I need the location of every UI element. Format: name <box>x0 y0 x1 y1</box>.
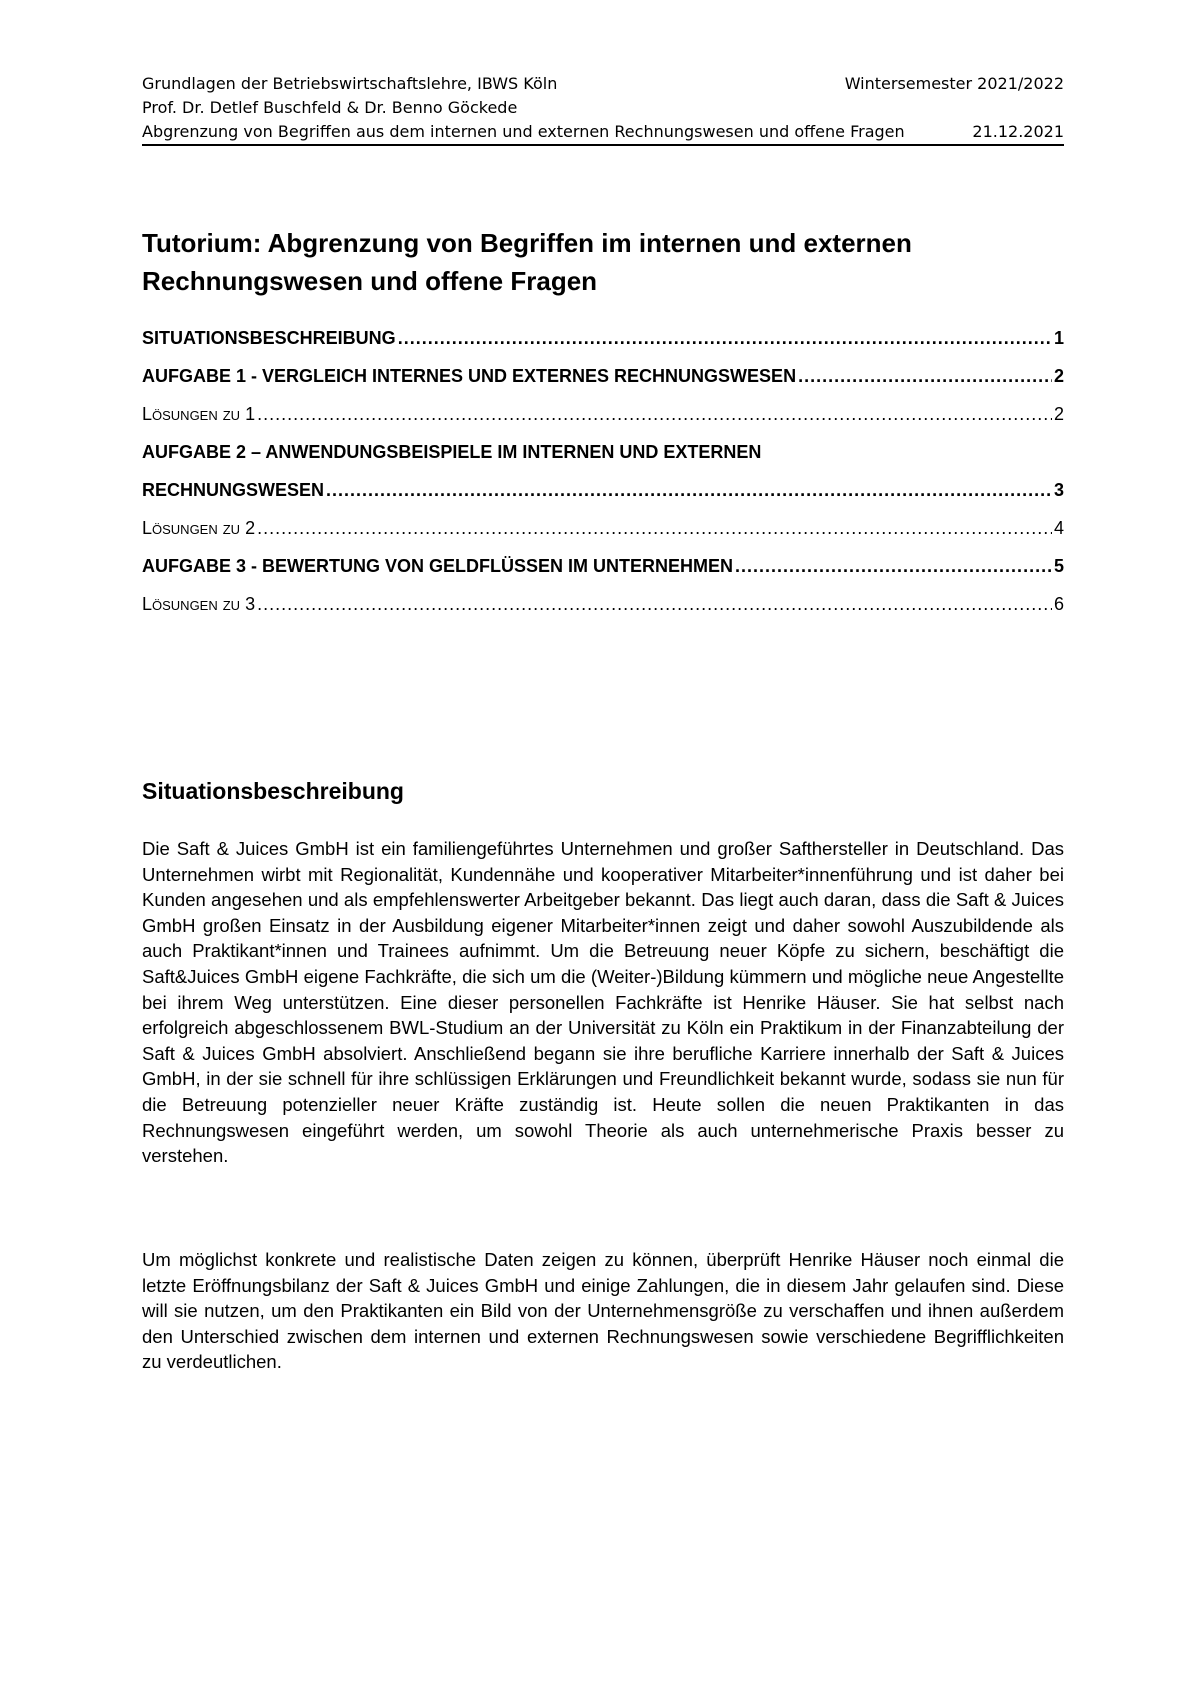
toc-entry-aufgabe-1[interactable] <box>142 366 1064 404</box>
section-heading: Situationsbeschreibung <box>142 778 404 804</box>
body-paragraph: Um möglichst konkrete und realistische Daten zeigen zu können, überprüft Henrike Häuser noch einmal die letzte Eröffnungsbilanz der Saft & Juices GmbH und einige Zahlungen, die in diesem Jahr gelaufen sind. Diese will sie nutzen, um den Praktikanten ein Bild von der Unternehmensgröße zu verschaffen und ihnen außerdem den Unterschied zwischen dem internen und externen Rechnungswesen sowie verschiedene Begrifflichkeiten zu verdeutlichen. <box>142 1249 1064 1373</box>
toc-entry-label: Lösungen zu 3 <box>142 594 256 614</box>
toc-page-number: 5 <box>1053 556 1064 576</box>
toc-dot-leader <box>257 594 1052 615</box>
toc-entry-label: AUFGABE 3 - BEWERTUNG VON GELDFLÜSSEN IM UNTERNEHMEN <box>142 556 734 576</box>
toc-page-number: 4 <box>1053 518 1064 538</box>
document-subject: Abgrenzung von Begriffen aus dem internen und externen Rechnungswesen und offene Fragen <box>142 122 905 141</box>
toc-entry-label: SITUATIONSBESCHREIBUNG <box>142 328 396 348</box>
toc-entry-label: Lösungen zu 1 <box>142 404 256 424</box>
toc-entry-aufgabe-2[interactable] <box>142 480 1064 518</box>
document-title <box>142 224 1064 300</box>
toc-entry-aufgabe-2-line-1[interactable] <box>142 442 1064 480</box>
toc-page-number: 2 <box>1053 366 1064 386</box>
toc-dot-leader <box>257 518 1052 539</box>
table-of-contents <box>142 328 1064 632</box>
toc-dot-leader <box>798 366 1052 387</box>
course-name: Grundlagen der Betriebswirtschaftslehre, IBWS Köln <box>142 74 558 93</box>
title-line-1: Tutorium: Abgrenzung von Begriffen im internen und externen <box>142 228 912 258</box>
toc-dot-leader <box>735 556 1052 577</box>
toc-page-number: 3 <box>1053 480 1064 500</box>
header-row-1 <box>142 72 1064 96</box>
toc-dot-leader <box>398 328 1052 349</box>
toc-entry-loesungen-3[interactable] <box>142 594 1064 632</box>
toc-entry-situationsbeschreibung[interactable] <box>142 328 1064 366</box>
toc-dot-leader <box>257 404 1052 425</box>
semester-label: Wintersemester 2021/2022 <box>844 74 1064 93</box>
toc-page-number: 1 <box>1053 328 1064 348</box>
header-row-2 <box>142 96 1064 120</box>
toc-entry-label: AUFGABE 1 - VERGLEICH INTERNES UND EXTERNES RECHNUNGSWESEN <box>142 366 797 386</box>
toc-page-number: 6 <box>1053 594 1064 614</box>
toc-entry-label: RECHNUNGSWESEN <box>142 480 325 500</box>
toc-entry-loesungen-2[interactable] <box>142 518 1064 556</box>
toc-page-number: 2 <box>1053 404 1064 424</box>
toc-dot-leader <box>326 480 1052 501</box>
toc-entry-label: AUFGABE 2 – ANWENDUNGSBEISPIELE IM INTERNEN UND EXTERNEN <box>142 442 762 462</box>
header-divider <box>142 144 1064 146</box>
page-header <box>142 72 1064 144</box>
title-line-2: Rechnungswesen und offene Fragen <box>142 266 598 296</box>
toc-entry-aufgabe-3[interactable] <box>142 556 1064 594</box>
toc-entry-loesungen-1[interactable] <box>142 404 1064 442</box>
header-row-3 <box>142 120 1064 144</box>
body-paragraph: Die Saft & Juices GmbH ist ein familiengeführtes Unternehmen und großer Safthersteller in Deutschland. Das Unternehmen wirbt mit Regionalität, Kundennähe und kooperativer Mitarbeiter*innenführung und ist daher bei Kunden angesehen und als empfehlenswerter Arbeitgeber bekannt. Das liegt auch daran, dass die Saft & Juices GmbH großen Einsatz in der Ausbildung eigener Mitarbeiter*innen zeigt und daher sowohl Auszubildende als auch Praktikant*innen und Trainees aufnimmt. Um die Betreuung neuer Köpfe zu sichern, beschäftigt die Saft&Juices GmbH eigene Fachkräfte, die sich um die (Weiter-)Bildung kümmern und mögliche neue Angestellte bei ihrem Weg unterstützen. Eine dieser personellen Fachkräfte ist Henrike Häuser. Sie hat selbst nach erfolgreich abgeschlossenem BWL-Studium an der Universität zu Köln ein Praktikum in der Finanzabteilung der Saft & Juices GmbH absolviert. Anschließend begann sie ihre berufliche Karriere innerhalb der Saft & Juices GmbH, in der sie schnell für ihre schlüssigen Erklärungen und Freundlichkeit bekannt wurde, sodass sie nun für die Betreuung potenzieller neuer Kräfte zuständig ist. Heute sollen die neuen Praktikanten in das Rechnungswesen eingeführt werden, um sowohl Theorie als auch unternehmerische Praxis besser zu verstehen. <box>142 838 1064 1167</box>
document-date: 21.12.2021 <box>972 122 1064 141</box>
toc-entry-label: Lösungen zu 2 <box>142 518 256 538</box>
professor-names: Prof. Dr. Detlef Buschfeld & Dr. Benno Göckede <box>142 98 518 117</box>
